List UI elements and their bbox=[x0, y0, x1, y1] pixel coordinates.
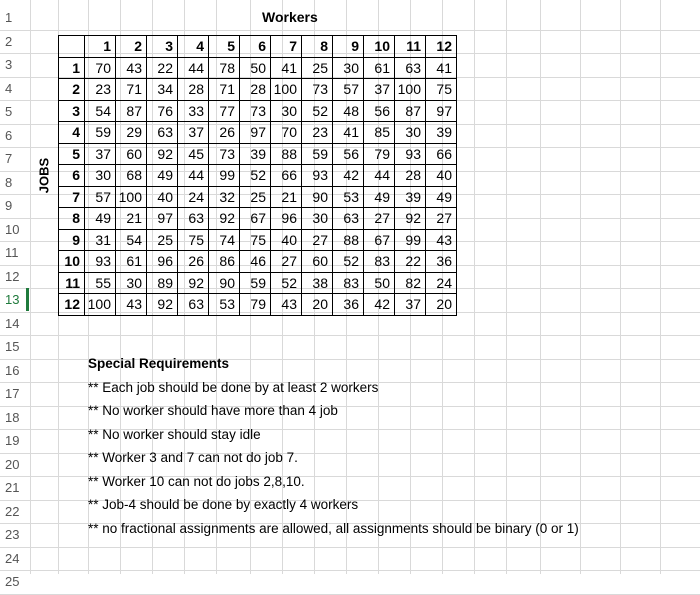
row-header[interactable]: 18 bbox=[5, 409, 20, 425]
cost-cell[interactable]: 27 bbox=[302, 229, 333, 251]
requirement-line[interactable]: ** No worker should stay idle bbox=[88, 426, 261, 442]
cost-cell[interactable]: 40 bbox=[147, 186, 178, 208]
cost-cell[interactable]: 37 bbox=[395, 294, 426, 316]
cost-cell[interactable]: 39 bbox=[426, 122, 457, 144]
cost-cell[interactable]: 60 bbox=[116, 143, 147, 165]
grid-row-line bbox=[0, 547, 700, 548]
cost-cell[interactable]: 23 bbox=[302, 122, 333, 144]
cost-cell[interactable]: 86 bbox=[209, 251, 240, 273]
cost-cell[interactable]: 44 bbox=[364, 165, 395, 187]
cost-cell[interactable]: 38 bbox=[302, 272, 333, 294]
requirement-line[interactable]: ** Worker 10 can not do jobs 2,8,10. bbox=[88, 473, 305, 489]
table-row bbox=[59, 294, 457, 316]
job-header[interactable]: 11 bbox=[59, 272, 85, 294]
cost-cell[interactable]: 100 bbox=[116, 186, 147, 208]
row-header[interactable]: 13 bbox=[5, 292, 20, 307]
cost-cell[interactable]: 26 bbox=[209, 122, 240, 144]
table-row bbox=[59, 165, 457, 187]
cost-cell[interactable]: 67 bbox=[364, 229, 395, 251]
cost-cell[interactable]: 75 bbox=[240, 229, 271, 251]
cost-cell[interactable]: 100 bbox=[85, 294, 116, 316]
cost-cell[interactable]: 30 bbox=[333, 57, 364, 79]
cost-cell[interactable]: 30 bbox=[395, 122, 426, 144]
cost-cell[interactable]: 52 bbox=[240, 165, 271, 187]
cost-cell[interactable]: 53 bbox=[209, 294, 240, 316]
table-row bbox=[59, 272, 457, 294]
cost-cell[interactable]: 99 bbox=[395, 229, 426, 251]
row-header[interactable]: 16 bbox=[5, 362, 20, 378]
cost-cell[interactable]: 73 bbox=[240, 100, 271, 122]
cost-cell[interactable]: 28 bbox=[240, 79, 271, 101]
cost-cell[interactable]: 92 bbox=[147, 143, 178, 165]
cost-cell[interactable]: 52 bbox=[333, 251, 364, 273]
cost-cell[interactable]: 28 bbox=[395, 165, 426, 187]
job-header[interactable]: 12 bbox=[59, 294, 85, 316]
cost-cell[interactable]: 22 bbox=[395, 251, 426, 273]
cost-cell[interactable]: 59 bbox=[302, 143, 333, 165]
cost-cell[interactable]: 70 bbox=[271, 122, 302, 144]
cost-cell[interactable]: 41 bbox=[333, 122, 364, 144]
row-header[interactable]: 25 bbox=[5, 574, 20, 589]
row-header[interactable]: 21 bbox=[5, 480, 20, 495]
cost-cell[interactable]: 31 bbox=[85, 229, 116, 251]
cost-cell[interactable]: 71 bbox=[116, 79, 147, 101]
cost-cell[interactable]: 56 bbox=[364, 100, 395, 122]
cost-cell[interactable]: 82 bbox=[395, 272, 426, 294]
requirement-line[interactable]: ** Job-4 should be done by exactly 4 workers bbox=[88, 497, 359, 512]
table-row bbox=[59, 208, 457, 230]
table-row bbox=[59, 57, 457, 79]
cost-cell[interactable]: 25 bbox=[240, 186, 271, 208]
cost-cell[interactable]: 27 bbox=[271, 251, 302, 273]
cost-cell[interactable]: 40 bbox=[271, 229, 302, 251]
table-row bbox=[59, 100, 457, 122]
cost-cell[interactable]: 63 bbox=[333, 208, 364, 230]
cost-cell[interactable]: 57 bbox=[85, 186, 116, 208]
cost-cell[interactable]: 39 bbox=[240, 143, 271, 165]
row-header[interactable]: 11 bbox=[5, 245, 19, 260]
cost-cell[interactable]: 100 bbox=[271, 79, 302, 101]
cost-cell[interactable]: 53 bbox=[333, 186, 364, 208]
cost-cell[interactable]: 43 bbox=[116, 57, 147, 79]
cost-cell[interactable]: 54 bbox=[85, 100, 116, 122]
cost-cell[interactable]: 97 bbox=[426, 100, 457, 122]
cost-cell[interactable]: 75 bbox=[426, 79, 457, 101]
requirements-title[interactable]: Special Requirements bbox=[88, 356, 230, 371]
job-header[interactable]: 8 bbox=[59, 208, 85, 230]
cost-cell[interactable]: 40 bbox=[426, 165, 457, 187]
cost-cell[interactable]: 49 bbox=[364, 186, 395, 208]
cost-cell[interactable]: 63 bbox=[147, 122, 178, 144]
job-header[interactable]: 6 bbox=[59, 165, 85, 187]
cost-cell[interactable]: 99 bbox=[209, 165, 240, 187]
cost-cell[interactable]: 61 bbox=[116, 251, 147, 273]
row-header[interactable]: 7 bbox=[5, 151, 13, 166]
cost-cell[interactable]: 96 bbox=[271, 208, 302, 230]
row-header[interactable]: 23 bbox=[5, 527, 20, 542]
corner-cell[interactable] bbox=[59, 36, 85, 58]
cost-cell[interactable]: 52 bbox=[271, 272, 302, 294]
cost-cell[interactable]: 83 bbox=[364, 251, 395, 273]
cost-cell[interactable]: 66 bbox=[426, 143, 457, 165]
row-header[interactable]: 14 bbox=[5, 315, 20, 331]
cost-cell[interactable]: 77 bbox=[209, 100, 240, 122]
grid-row-line bbox=[0, 335, 700, 336]
worker-header[interactable]: 9 bbox=[333, 36, 364, 58]
cost-cell[interactable]: 20 bbox=[302, 294, 333, 316]
grid-row-line bbox=[0, 570, 700, 571]
cost-cell[interactable]: 57 bbox=[333, 79, 364, 101]
cost-cell[interactable]: 41 bbox=[426, 57, 457, 79]
cost-cell[interactable]: 44 bbox=[178, 165, 209, 187]
grid-column-line bbox=[30, 0, 31, 574]
cost-cell[interactable]: 34 bbox=[147, 79, 178, 101]
cost-cell[interactable]: 50 bbox=[364, 272, 395, 294]
row-header[interactable]: 24 bbox=[5, 550, 20, 566]
cost-cell[interactable]: 90 bbox=[302, 186, 333, 208]
worker-header[interactable]: 12 bbox=[426, 36, 457, 58]
requirement-line[interactable]: ** Each job should be done by at least 2 workers bbox=[88, 379, 379, 395]
cost-cell[interactable]: 78 bbox=[209, 57, 240, 79]
cost-cell[interactable]: 26 bbox=[178, 251, 209, 273]
row-header[interactable]: 2 bbox=[5, 33, 13, 49]
cost-cell[interactable]: 42 bbox=[364, 294, 395, 316]
cost-cell[interactable]: 46 bbox=[240, 251, 271, 273]
cost-cell[interactable]: 23 bbox=[85, 79, 116, 101]
cost-cell[interactable]: 92 bbox=[147, 294, 178, 316]
cost-cell[interactable]: 30 bbox=[302, 208, 333, 230]
table-row bbox=[59, 229, 457, 251]
table-row bbox=[59, 143, 457, 165]
worker-header[interactable]: 1 bbox=[85, 36, 116, 58]
cost-matrix bbox=[58, 35, 457, 316]
cost-cell[interactable]: 43 bbox=[271, 294, 302, 316]
cost-cell[interactable]: 79 bbox=[364, 143, 395, 165]
job-header[interactable]: 1 bbox=[59, 57, 85, 79]
row-header[interactable]: 10 bbox=[5, 221, 20, 237]
cost-cell[interactable]: 59 bbox=[240, 272, 271, 294]
jobs-label[interactable]: JOBS bbox=[36, 157, 52, 194]
requirement-line[interactable]: ** Worker 3 and 7 can not do job 7. bbox=[88, 450, 298, 465]
cost-cell[interactable]: 27 bbox=[426, 208, 457, 230]
grid-row-line bbox=[0, 594, 700, 595]
cost-cell[interactable]: 93 bbox=[302, 165, 333, 187]
cost-cell[interactable]: 93 bbox=[85, 251, 116, 273]
row-header[interactable]: 8 bbox=[5, 174, 13, 190]
cost-cell[interactable]: 87 bbox=[116, 100, 147, 122]
worker-header[interactable]: 5 bbox=[209, 36, 240, 58]
cost-cell[interactable]: 92 bbox=[395, 208, 426, 230]
cost-cell[interactable]: 22 bbox=[147, 57, 178, 79]
job-header[interactable]: 5 bbox=[59, 143, 85, 165]
job-header[interactable]: 4 bbox=[59, 122, 85, 144]
cost-cell[interactable]: 70 bbox=[85, 57, 116, 79]
cost-cell[interactable]: 43 bbox=[116, 294, 147, 316]
cost-cell[interactable]: 21 bbox=[116, 208, 147, 230]
cost-cell[interactable]: 60 bbox=[302, 251, 333, 273]
cost-cell[interactable]: 55 bbox=[85, 272, 116, 294]
row-header[interactable]: 9 bbox=[5, 198, 13, 213]
row-header[interactable]: 17 bbox=[5, 386, 20, 401]
special-requirements bbox=[88, 352, 579, 540]
cost-cell[interactable]: 79 bbox=[240, 294, 271, 316]
cost-cell[interactable]: 25 bbox=[147, 229, 178, 251]
cost-cell[interactable]: 92 bbox=[209, 208, 240, 230]
cost-cell[interactable]: 49 bbox=[426, 186, 457, 208]
cost-cell[interactable]: 33 bbox=[178, 100, 209, 122]
cost-cell[interactable]: 63 bbox=[178, 208, 209, 230]
cost-cell[interactable]: 41 bbox=[271, 57, 302, 79]
cost-cell[interactable]: 90 bbox=[209, 272, 240, 294]
cost-cell[interactable]: 93 bbox=[395, 143, 426, 165]
cost-cell[interactable]: 32 bbox=[209, 186, 240, 208]
cost-cell[interactable]: 56 bbox=[333, 143, 364, 165]
requirement-line[interactable]: ** No worker should have more than 4 job bbox=[88, 403, 338, 418]
cost-cell[interactable]: 54 bbox=[116, 229, 147, 251]
cost-cell[interactable]: 45 bbox=[178, 143, 209, 165]
cost-cell[interactable]: 37 bbox=[178, 122, 209, 144]
worker-header[interactable]: 10 bbox=[364, 36, 395, 58]
job-header[interactable]: 3 bbox=[59, 100, 85, 122]
cost-cell[interactable]: 89 bbox=[147, 272, 178, 294]
worker-header-row bbox=[59, 36, 457, 58]
cost-cell[interactable]: 61 bbox=[364, 57, 395, 79]
cost-cell[interactable]: 50 bbox=[240, 57, 271, 79]
row-header[interactable]: 5 bbox=[5, 104, 13, 119]
cost-cell[interactable]: 44 bbox=[178, 57, 209, 79]
cost-cell[interactable]: 67 bbox=[240, 208, 271, 230]
cost-cell[interactable]: 88 bbox=[333, 229, 364, 251]
grid-column-line bbox=[660, 0, 661, 574]
grid-column-line bbox=[580, 0, 581, 574]
row-header[interactable]: 20 bbox=[5, 456, 20, 472]
cost-cell[interactable]: 63 bbox=[395, 57, 426, 79]
worker-header[interactable]: 11 bbox=[395, 36, 426, 58]
cost-cell[interactable]: 37 bbox=[364, 79, 395, 101]
cost-cell[interactable]: 48 bbox=[333, 100, 364, 122]
worker-header[interactable]: 8 bbox=[302, 36, 333, 58]
worker-header[interactable]: 3 bbox=[147, 36, 178, 58]
cost-cell[interactable]: 21 bbox=[271, 186, 302, 208]
table-row bbox=[59, 186, 457, 208]
requirement-line[interactable]: ** no fractional assignments are allowed, all assignments should be binary (0 or 1) bbox=[88, 520, 579, 536]
cost-cell[interactable]: 87 bbox=[395, 100, 426, 122]
cost-cell[interactable]: 96 bbox=[147, 251, 178, 273]
cost-cell[interactable]: 39 bbox=[395, 186, 426, 208]
cost-cell[interactable]: 49 bbox=[147, 165, 178, 187]
cost-cell[interactable]: 36 bbox=[426, 251, 457, 273]
job-header[interactable]: 7 bbox=[59, 186, 85, 208]
cost-cell[interactable]: 43 bbox=[426, 229, 457, 251]
worker-header[interactable]: 7 bbox=[271, 36, 302, 58]
cost-cell[interactable]: 36 bbox=[333, 294, 364, 316]
cost-cell[interactable]: 24 bbox=[426, 272, 457, 294]
cost-cell[interactable]: 27 bbox=[364, 208, 395, 230]
row-header[interactable]: 4 bbox=[5, 80, 13, 96]
job-header[interactable]: 2 bbox=[59, 79, 85, 101]
cost-cell[interactable]: 66 bbox=[271, 165, 302, 187]
job-header[interactable]: 9 bbox=[59, 229, 85, 251]
row-header[interactable]: 22 bbox=[5, 503, 20, 519]
job-header[interactable]: 10 bbox=[59, 251, 85, 273]
workers-title[interactable]: Workers bbox=[262, 9, 318, 25]
cost-cell[interactable]: 74 bbox=[209, 229, 240, 251]
cost-cell[interactable]: 73 bbox=[302, 79, 333, 101]
cost-cell[interactable]: 28 bbox=[178, 79, 209, 101]
grid-column-line bbox=[620, 0, 621, 574]
cost-cell[interactable]: 52 bbox=[302, 100, 333, 122]
cost-cell[interactable]: 75 bbox=[178, 229, 209, 251]
cost-cell[interactable]: 20 bbox=[426, 294, 457, 316]
cost-cell[interactable]: 68 bbox=[116, 165, 147, 187]
cost-cell[interactable]: 25 bbox=[302, 57, 333, 79]
row-header[interactable]: 3 bbox=[5, 57, 13, 72]
cost-cell[interactable]: 71 bbox=[209, 79, 240, 101]
cost-cell[interactable]: 24 bbox=[178, 186, 209, 208]
row-header[interactable]: 12 bbox=[5, 268, 20, 284]
row-header[interactable]: 6 bbox=[5, 127, 13, 143]
cost-cell[interactable]: 30 bbox=[271, 100, 302, 122]
worker-header[interactable]: 4 bbox=[178, 36, 209, 58]
cost-cell[interactable]: 30 bbox=[116, 272, 147, 294]
cost-cell[interactable]: 100 bbox=[395, 79, 426, 101]
row-header[interactable]: 1 bbox=[5, 10, 13, 25]
table-row bbox=[59, 251, 457, 273]
row-header[interactable]: 19 bbox=[5, 433, 20, 448]
cost-cell[interactable]: 29 bbox=[116, 122, 147, 144]
worker-header[interactable]: 2 bbox=[116, 36, 147, 58]
cost-cell[interactable]: 88 bbox=[271, 143, 302, 165]
cost-cell[interactable]: 49 bbox=[85, 208, 116, 230]
worker-header[interactable]: 6 bbox=[240, 36, 271, 58]
table-row bbox=[59, 79, 457, 101]
cost-cell[interactable]: 37 bbox=[85, 143, 116, 165]
row-header[interactable]: 15 bbox=[5, 339, 20, 354]
cost-cell[interactable]: 76 bbox=[147, 100, 178, 122]
cost-cell[interactable]: 97 bbox=[147, 208, 178, 230]
cost-cell[interactable]: 92 bbox=[178, 272, 209, 294]
cost-cell[interactable]: 42 bbox=[333, 165, 364, 187]
cost-cell[interactable]: 85 bbox=[364, 122, 395, 144]
table-row bbox=[59, 122, 457, 144]
cost-cell[interactable]: 73 bbox=[209, 143, 240, 165]
cost-cell[interactable]: 83 bbox=[333, 272, 364, 294]
cost-cell[interactable]: 30 bbox=[85, 165, 116, 187]
cost-cell[interactable]: 63 bbox=[178, 294, 209, 316]
cost-cell[interactable]: 59 bbox=[85, 122, 116, 144]
grid-row-line bbox=[0, 30, 700, 31]
cost-cell[interactable]: 97 bbox=[240, 122, 271, 144]
